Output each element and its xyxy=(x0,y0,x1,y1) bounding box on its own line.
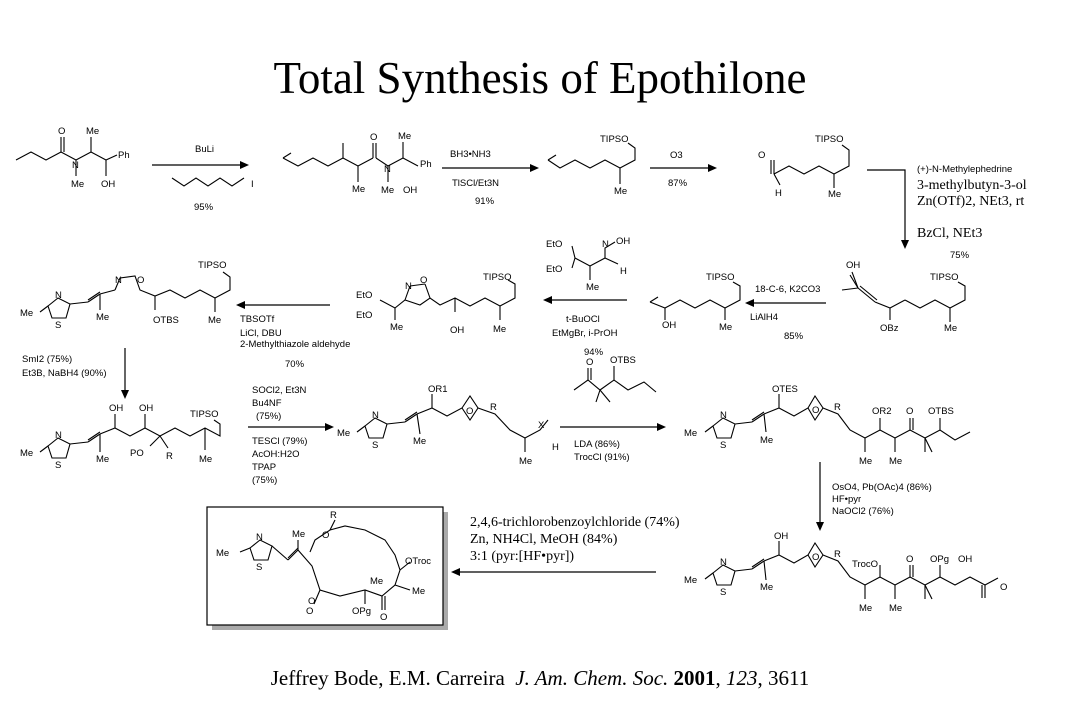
step-6-yield: 94% xyxy=(584,347,604,358)
thiazole-n: N xyxy=(372,410,379,421)
reagent-lialh4: LiAlH4 xyxy=(750,312,778,323)
methyl-label-2: Me xyxy=(859,456,873,467)
compound-tips-ether-alkene xyxy=(548,134,635,197)
thiazole-s: S xyxy=(720,587,727,598)
methyl-label-3: Me xyxy=(889,456,903,467)
step-4 xyxy=(867,164,1027,261)
amide-n: N xyxy=(384,164,391,175)
methyl-label-3: Me xyxy=(370,576,384,587)
oxime-h: H xyxy=(620,266,627,277)
reagent-zn: Zn, NH4Cl, MeOH (84%) xyxy=(470,532,618,547)
oxime-oh: OH xyxy=(616,236,631,247)
otroc-label: OTroc xyxy=(405,556,432,567)
methyl-label: Me xyxy=(216,548,230,559)
citation-volume: 123 xyxy=(726,666,758,690)
vinyl-methyl: Me xyxy=(413,436,427,447)
reagent-butynol: 3-methylbutyn-3-ol xyxy=(917,178,1027,193)
reagent-naocl2: NaOCl2 (76%) xyxy=(832,506,894,517)
compound-thiazole-isoxazoline xyxy=(20,260,230,331)
reagent-smi2: SmI2 (75%) xyxy=(22,354,73,365)
ketone-o: O xyxy=(380,612,388,623)
reagent-socl2: SOCl2, Et3N xyxy=(252,385,307,396)
hydroxyl-label: OH xyxy=(774,531,789,542)
thiazole-s: S xyxy=(256,562,263,573)
reagent-acoh: AcOH:H2O xyxy=(252,449,300,460)
methyl-label-2: Me xyxy=(199,454,213,465)
oxime-n: N xyxy=(602,239,609,250)
phenyl-label: Ph xyxy=(420,159,432,170)
reagent-oso4: OsO4, Pb(OAc)4 (86%) xyxy=(832,482,932,493)
amide-o: O xyxy=(370,132,378,143)
tipso-label: TIPSO xyxy=(483,272,512,283)
eto-label: EtO xyxy=(356,290,373,301)
vinyl-methyl: Me xyxy=(760,582,774,593)
r-label: R xyxy=(166,451,173,462)
thiazole-s: S xyxy=(55,320,62,331)
thiazole-n: N xyxy=(256,532,263,543)
or1-label: OR1 xyxy=(428,384,448,395)
reagent-ethyl-ketone xyxy=(574,355,656,402)
phenyl-label: Ph xyxy=(118,150,130,161)
step-4-yield: 75% xyxy=(950,250,970,261)
reagent-crown: 18-C-6, K2CO3 xyxy=(755,284,821,295)
step-5-yield: 85% xyxy=(784,331,804,342)
step-3-yield: 87% xyxy=(668,178,688,189)
final-product-box xyxy=(207,507,448,630)
step-6 xyxy=(543,296,627,358)
thiazole-n: N xyxy=(55,290,62,301)
methyl-label-3: Me xyxy=(889,603,903,614)
reagent-ephedrine: (+)-N-Methylephedrine xyxy=(917,164,1013,175)
thiazole-s: S xyxy=(720,440,727,451)
obz-label: OBz xyxy=(880,323,899,334)
or2-label: OR2 xyxy=(872,406,892,417)
thiazole-n: N xyxy=(720,557,727,568)
citation: Jeffrey Bode, E.M. Carreira J. Am. Chem. Soc. 2001, 123, 3611 xyxy=(270,666,810,690)
reagent-hf-pyr: HF•pyr xyxy=(832,494,862,505)
eto-label-2: EtO xyxy=(546,264,563,275)
tipso-label: TIPSO xyxy=(190,409,219,420)
compound-propargyl-benzoate xyxy=(842,260,965,334)
compound-diol xyxy=(20,403,220,471)
step-9b-yield: (75%) xyxy=(252,475,278,486)
compound-aldehyde xyxy=(758,134,849,200)
iodide-i: I xyxy=(251,179,254,190)
ketone-o: O xyxy=(906,554,914,565)
r-label: R xyxy=(330,510,337,521)
methyl-label-2: Me xyxy=(519,456,533,467)
methyl-label: Me xyxy=(614,186,628,197)
isoxazoline-n: N xyxy=(115,275,122,286)
methyl-label: Me xyxy=(828,189,842,200)
aldehyde-h: H xyxy=(775,188,782,199)
aldehyde-o: O xyxy=(758,150,766,161)
slide-title: Total Synthesis of Epothilone xyxy=(273,53,807,103)
reagent-yamaguchi: 2,4,6-trichlorobenzoylchloride (74%) xyxy=(470,515,680,530)
amide-n: N xyxy=(72,160,79,171)
reagent-thiazole-aldehyde: 2-Methylthiazole aldehyde xyxy=(240,339,351,350)
acid-o: O xyxy=(1000,582,1008,593)
otbs-label: OTBS xyxy=(153,315,179,326)
isoxazoline-o: O xyxy=(420,275,428,286)
reagent-borane: BH3•NH3 xyxy=(450,149,491,160)
methyl-label-2: Me xyxy=(208,315,222,326)
compound-isoxazoline-phosphonate xyxy=(356,272,515,336)
step-2 xyxy=(442,149,539,207)
methyl-label: Me xyxy=(719,322,733,333)
tipso-label: TIPSO xyxy=(198,260,227,271)
step-10 xyxy=(560,423,666,463)
compound-epoxide-aldehyde xyxy=(337,384,559,467)
methyl-label: Me xyxy=(390,322,404,333)
methyl-label: Me xyxy=(684,575,698,586)
methyl-label-2: Me xyxy=(412,586,426,597)
hydroxyl-label: OH xyxy=(403,185,418,196)
h-label: H xyxy=(552,442,559,453)
reagent-etmgbr: EtMgBr, i-PrOH xyxy=(552,328,618,339)
citation-authors: Jeffrey Bode, E.M. Carreira xyxy=(270,666,505,690)
otbs-label: OTBS xyxy=(610,355,636,366)
c-methyl: Me xyxy=(86,126,100,137)
tipso-label: TIPSO xyxy=(600,134,629,145)
thiazole-n: N xyxy=(720,410,727,421)
r-label: R xyxy=(490,402,497,413)
reagent-tlscl: TlSCl/Et3N xyxy=(452,178,499,189)
ketone-o: O xyxy=(586,357,594,368)
methyl-label-2: Me xyxy=(493,324,507,335)
hydroxyl-label-2: OH xyxy=(139,403,154,414)
otbs-label: OTBS xyxy=(928,406,954,417)
step-12 xyxy=(451,515,680,576)
reagent-phosphonate-oxime xyxy=(546,236,630,293)
vinyl-methyl: Me xyxy=(760,435,774,446)
step-1-yield: 95% xyxy=(194,202,214,213)
reagent-tescl: TESCl (79%) xyxy=(252,436,308,447)
tipso-label: TIPSO xyxy=(706,272,735,283)
thiazole-s: S xyxy=(372,440,379,451)
reagent-tbaf: Bu4NF xyxy=(252,398,282,409)
methyl-label: Me xyxy=(20,308,34,319)
step-7 xyxy=(236,301,350,370)
step-1 xyxy=(152,144,254,213)
reagent-buli: BuLi xyxy=(195,144,215,155)
eto-label-2: EtO xyxy=(356,310,373,321)
opg-label: OPg xyxy=(352,606,372,617)
reagent-licl: LiCl, DBU xyxy=(240,328,282,339)
epoxide-o: O xyxy=(812,552,820,563)
alpha-methyl: Me xyxy=(352,184,366,195)
lactone-o: O xyxy=(308,596,316,607)
isoxazoline-o: O xyxy=(137,275,145,286)
carbonyl-o: O xyxy=(58,126,66,137)
vinyl-methyl: Me xyxy=(96,312,110,323)
r-label: R xyxy=(834,549,841,560)
n-methyl: Me xyxy=(71,179,85,190)
epoxide-o: O xyxy=(322,530,330,541)
lactone-co: O xyxy=(306,606,314,617)
step-8 xyxy=(22,348,129,399)
vinyl-methyl: Me xyxy=(292,529,306,540)
hydroxyl-label: OH xyxy=(101,179,116,190)
acid-oh: OH xyxy=(958,554,973,565)
reagent-pyr-hf: 3:1 (pyr:[HF•pyr]) xyxy=(470,549,575,564)
reagent-tbsotf: TBSOTf xyxy=(240,314,275,325)
compound-allylic-alcohol xyxy=(650,272,740,333)
reagent-zinc: Zn(OTf)2, NEt3, rt xyxy=(917,194,1025,209)
reagent-tpap: TPAP xyxy=(252,462,277,473)
step-9a-yield: (75%) xyxy=(256,411,282,422)
thiazole-s: S xyxy=(55,460,62,471)
otes-label: OTES xyxy=(772,384,798,395)
hydroxyl-label: OH xyxy=(846,260,861,271)
c-methyl: Me xyxy=(398,131,412,142)
hydroxyl-label: OH xyxy=(662,320,677,331)
reagent-bzcl: BzCl, NEt3 xyxy=(917,226,983,241)
opg-label: OPg xyxy=(930,554,950,565)
vinyl-methyl: Me xyxy=(96,454,110,465)
reagent-troccl: TrocCl (91%) xyxy=(574,452,630,463)
step-5 xyxy=(745,284,826,342)
compound-aldol-product xyxy=(684,384,970,467)
methyl-label: Me xyxy=(337,428,351,439)
epoxide-o: O xyxy=(812,405,820,416)
citation-year: 2001 xyxy=(673,666,716,690)
methyl-label: Me xyxy=(684,428,698,439)
r-label: R xyxy=(834,402,841,413)
compound-pseudoephedrine-amide xyxy=(16,126,130,190)
x-label: X xyxy=(538,420,545,431)
ketone-o: O xyxy=(906,406,914,417)
methyl-label-2: Me xyxy=(859,603,873,614)
compound-alkylated-amide xyxy=(283,131,432,196)
epoxide-o: O xyxy=(466,406,474,417)
methyl-label: Me xyxy=(586,282,600,293)
step-11 xyxy=(816,462,932,531)
isoxazoline-n: N xyxy=(405,281,412,292)
methyl-label: Me xyxy=(20,448,34,459)
tipso-label: TIPSO xyxy=(930,272,959,283)
n-methyl: Me xyxy=(381,185,395,196)
reagent-et3b: Et3B, NaBH4 (90%) xyxy=(22,368,107,379)
compound-seco-acid xyxy=(684,531,1007,614)
po-label: PO xyxy=(130,448,144,459)
step-3 xyxy=(650,150,717,189)
step-7-yield: 70% xyxy=(285,359,305,370)
step-2-yield: 91% xyxy=(475,196,495,207)
reagent-lda: LDA (86%) xyxy=(574,439,620,450)
eto-label: EtO xyxy=(546,239,563,250)
citation-page: 3611 xyxy=(768,666,810,690)
step-9 xyxy=(248,385,334,486)
hydroxyl-label: OH xyxy=(450,325,465,336)
tipso-label: TIPSO xyxy=(815,134,844,145)
hydroxyl-label: OH xyxy=(109,403,124,414)
citation-journal: J. Am. Chem. Soc. xyxy=(515,666,669,690)
thiazole-n: N xyxy=(55,430,62,441)
trocO-label: TrocO xyxy=(852,559,879,570)
reagent-ozone: O3 xyxy=(670,150,683,161)
reagent-tbuocl: t-BuOCl xyxy=(566,314,600,325)
methyl-label: Me xyxy=(944,323,958,334)
